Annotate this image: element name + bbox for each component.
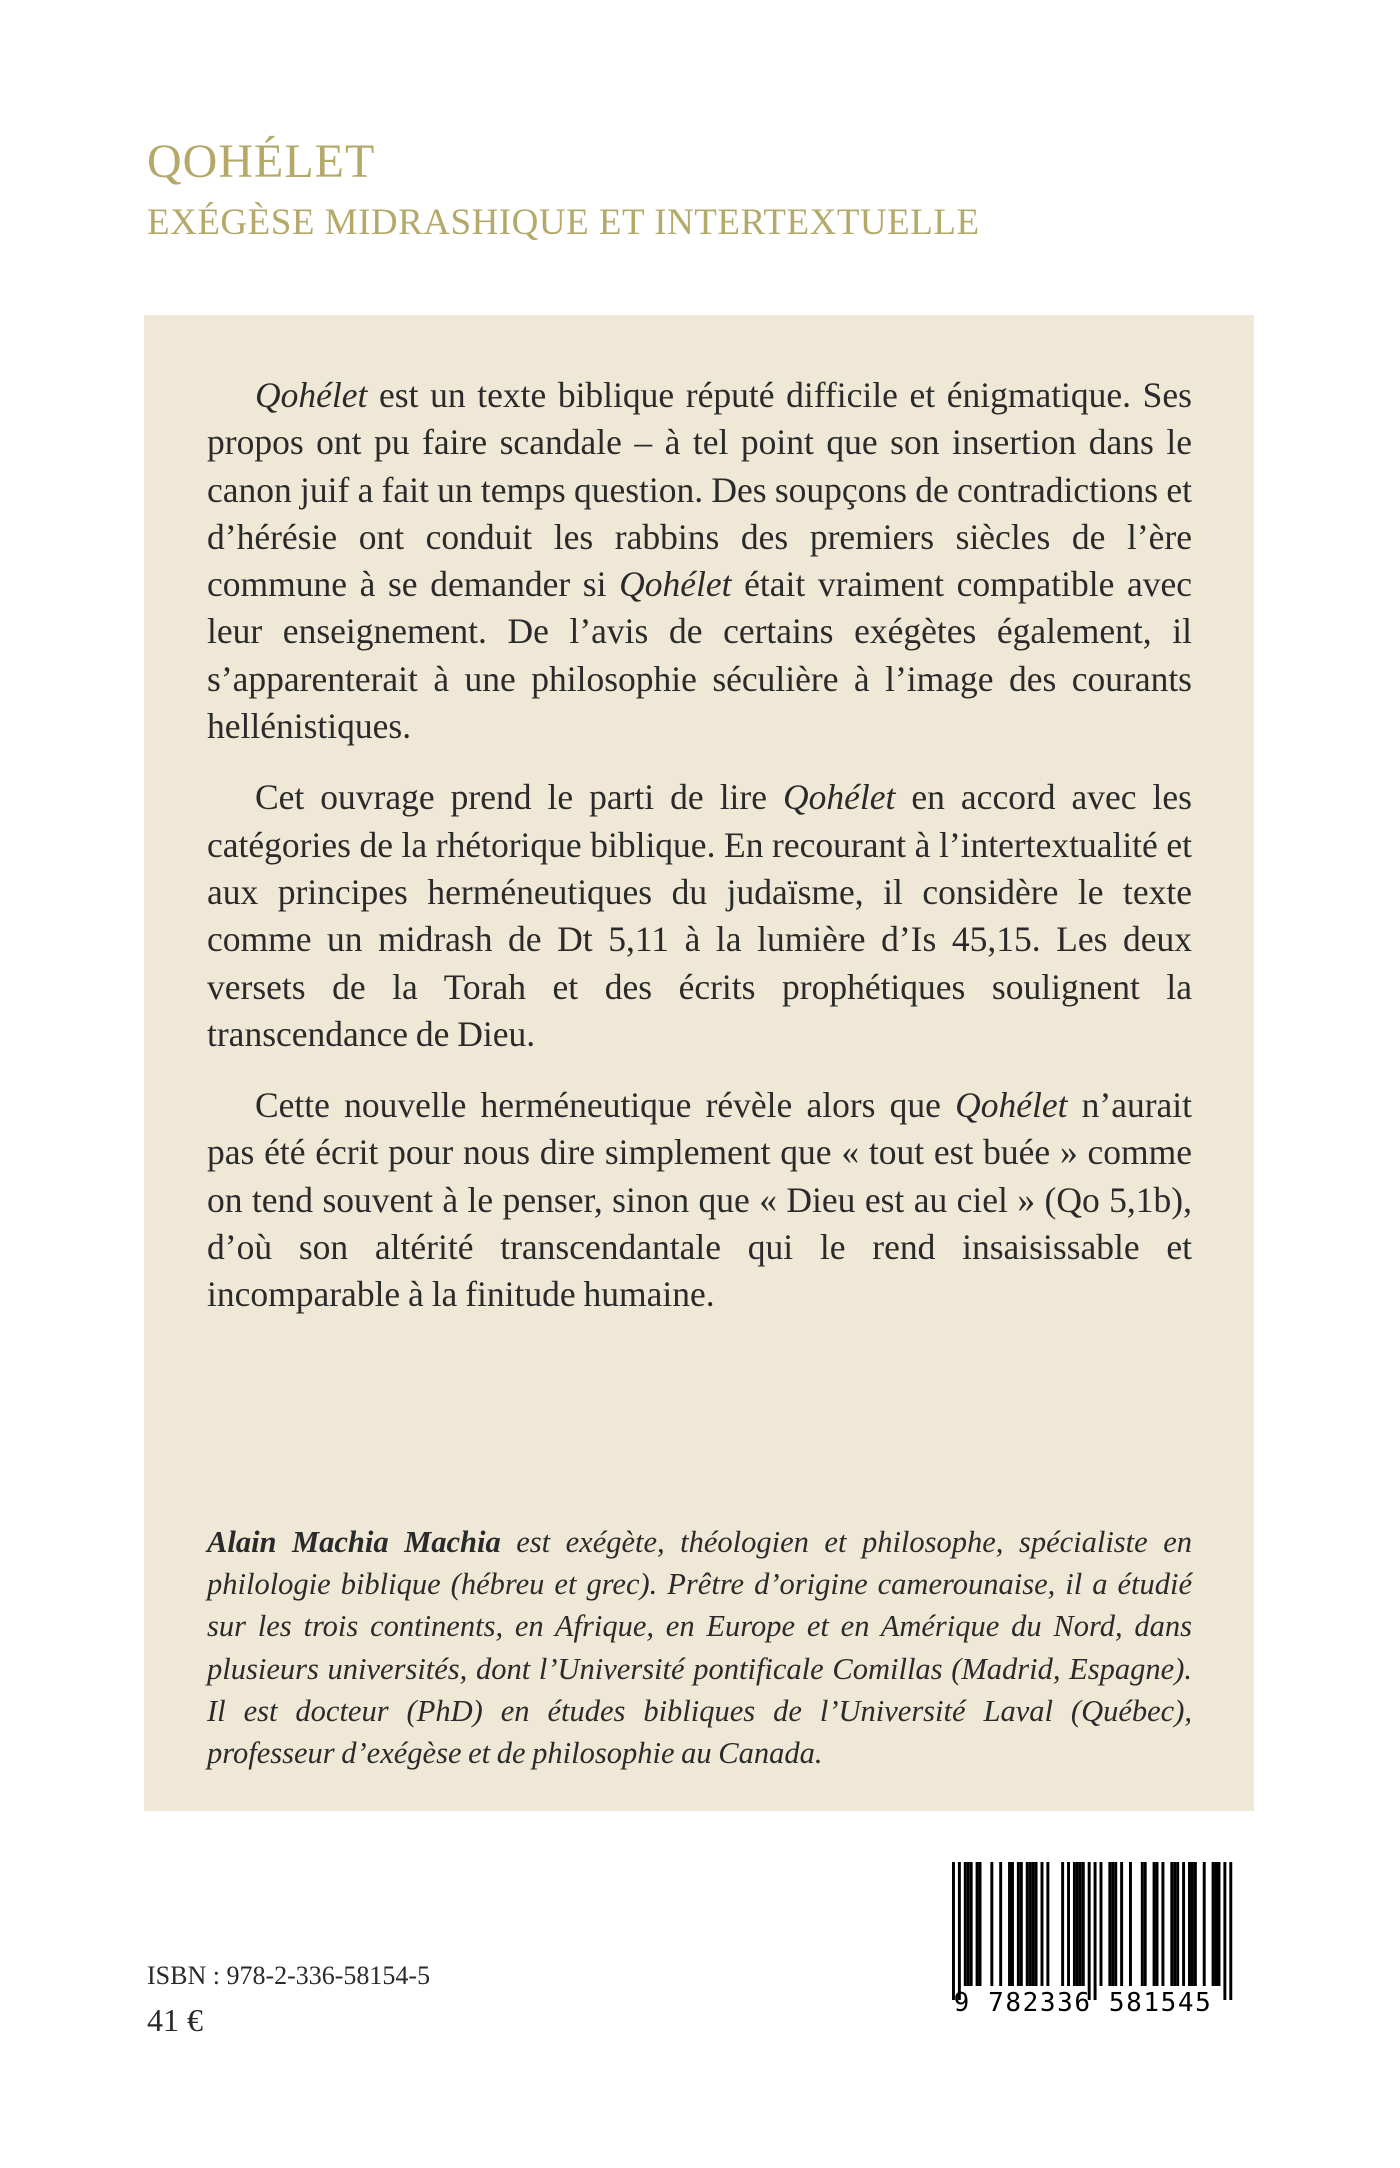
- barcode-bar: [1170, 1862, 1173, 1986]
- isbn: ISBN : 978-2-336-58154-5: [147, 1961, 431, 1990]
- barcode-bar: [1011, 1862, 1014, 1986]
- summary-p2-text-b: en accord avec les catégories de la rhétorique biblique. En recourant à l’intertextualité et aux principes herméneutiques du judaïsme, il considère le texte comme un midrash de Dt 5,11 à la lumière d’Is 45,15. Les deux versets de la Torah et des écrits prophétiques soulignent la transcendance de Dieu.: [207, 777, 1192, 1054]
- book-name-italic: Qohélet: [783, 777, 896, 818]
- barcode-bar: [1026, 1862, 1029, 1986]
- barcode-bar: [1076, 1862, 1079, 1986]
- barcode-bar: [1029, 1862, 1032, 1986]
- barcode-bar: [1141, 1862, 1144, 1986]
- barcode-bar: [1191, 1862, 1194, 1986]
- barcode-bar: [1223, 1862, 1226, 2000]
- barcode-bar: [1176, 1862, 1179, 1986]
- barcode-bar: [1161, 1862, 1164, 1986]
- summary-text: [207, 372, 1192, 1343]
- barcode-bar: [1188, 1862, 1191, 1986]
- barcode-bar: [990, 1862, 993, 1986]
- barcode-bar: [1041, 1862, 1044, 1986]
- barcode-bar: [1067, 1862, 1070, 1986]
- barcode-bar: [1088, 1862, 1091, 2000]
- barcode-bar: [1153, 1862, 1156, 1986]
- barcode-bar: [1061, 1862, 1064, 1986]
- barcode-bar: [1173, 1862, 1176, 1986]
- price: 41 €: [147, 2002, 203, 2038]
- barcode-bar: [1082, 1862, 1085, 1986]
- barcode-bar: [999, 1862, 1002, 1986]
- barcode-bar: [1079, 1862, 1082, 1986]
- summary-paragraph-2: [207, 774, 1192, 1058]
- barcode-bar: [1120, 1862, 1123, 1986]
- summary-p1-text-b: était vraiment compatible avec leur enseignement. De l’avis de certains exégètes également, il s’apparenterait à une philosophie séculière à l’image des courants hellénistiques.: [207, 564, 1192, 747]
- barcode-bar: [1182, 1862, 1185, 1986]
- barcode-bar: [1035, 1862, 1038, 1986]
- barcode-bar: [970, 1862, 973, 1986]
- summary-p3-text-b: n’aurait pas été écrit pour nous dire simplement que « tout est buée » comme on tend souvent à le penser, sinon que « Dieu est au ciel » (Qo 5,1b), d’où son altérité transcendantale qui le rend insaisissable et incomparable à la finitude humaine.: [207, 1085, 1193, 1315]
- barcode-bar: [1020, 1862, 1023, 1986]
- book-name-italic: Qohélet: [619, 564, 732, 605]
- book-title: QOHÉLET: [147, 135, 376, 188]
- barcode-bar: [1073, 1862, 1076, 1986]
- barcode-bar: [1156, 1862, 1159, 1986]
- barcode-bar: [1046, 1862, 1049, 1986]
- barcode-bar: [1114, 1862, 1117, 1986]
- barcode-bar: [952, 1862, 955, 2000]
- barcode-bar: [1017, 1862, 1020, 1986]
- barcode-bar: [964, 1862, 967, 1986]
- barcode-digits: 9 782336 581545: [953, 1988, 1213, 2018]
- author-name: Alain Machia Machia: [207, 1525, 501, 1559]
- barcode-bar: [1218, 1862, 1221, 1986]
- barcode-bar: [1194, 1862, 1197, 1986]
- barcode-bar: [1094, 1862, 1097, 2000]
- barcode-bar: [967, 1862, 970, 1986]
- barcode-bar: [976, 1862, 979, 1986]
- book-name-italic: Qohélet: [955, 1085, 1068, 1126]
- barcode-bar: [1032, 1862, 1035, 1986]
- barcode-bar: [1100, 1862, 1103, 1986]
- barcode-bar: [958, 1862, 961, 2000]
- barcode-bar: [1108, 1862, 1111, 1986]
- barcode-bar: [979, 1862, 982, 1986]
- author-bio: [207, 1521, 1192, 1774]
- summary-p1-text-a: est un texte biblique réputé difficile et énigmatique. Ses propos ont pu faire scandale – à tel point que son insertion dans le canon juif a fait un temps question. Des soupçons de contradictions et d’hérésie ont conduit les rabbins des premiers siècles de l’ère commune à se demander si: [207, 375, 1192, 605]
- summary-paragraph-1: [207, 372, 1192, 750]
- barcode-bar: [1203, 1862, 1206, 1986]
- summary-p3-text-a: Cette nouvelle herméneutique révèle alors que: [255, 1085, 956, 1126]
- barcode-bar: [1212, 1862, 1215, 1986]
- barcode-bar: [1111, 1862, 1114, 1986]
- barcode-bar: [1144, 1862, 1147, 1986]
- summary-p2-text-a: Cet ouvrage prend le parti de lire: [255, 777, 784, 818]
- book-subtitle: EXÉGÈSE MIDRASHIQUE ET INTERTEXTUELLE: [147, 202, 980, 243]
- barcode-bar: [1215, 1862, 1218, 1986]
- barcode-bar: [1008, 1862, 1011, 1986]
- book-name-italic: Qohélet: [255, 375, 368, 415]
- author-bio-text: est exégète, théologien et philosophe, spécialiste en philologie biblique (hébreu et grec). Prêtre d’origine camerounaise, il a étudié sur les trois continents, en Afrique, en Europe et en Amérique du Nord, dans plusieurs universités, dont l’Université pontificale Comillas (Madrid, Espagne). Il est docteur (PhD) en études bibliques de l’Université Laval (Québec), professeur d’exégèse et de philosophie au Canada.: [207, 1525, 1192, 1771]
- barcode-bar: [1129, 1862, 1132, 1986]
- barcode-bar: [1229, 1862, 1232, 2000]
- summary-paragraph-3: [207, 1082, 1192, 1318]
- barcode: [928, 1856, 1238, 2026]
